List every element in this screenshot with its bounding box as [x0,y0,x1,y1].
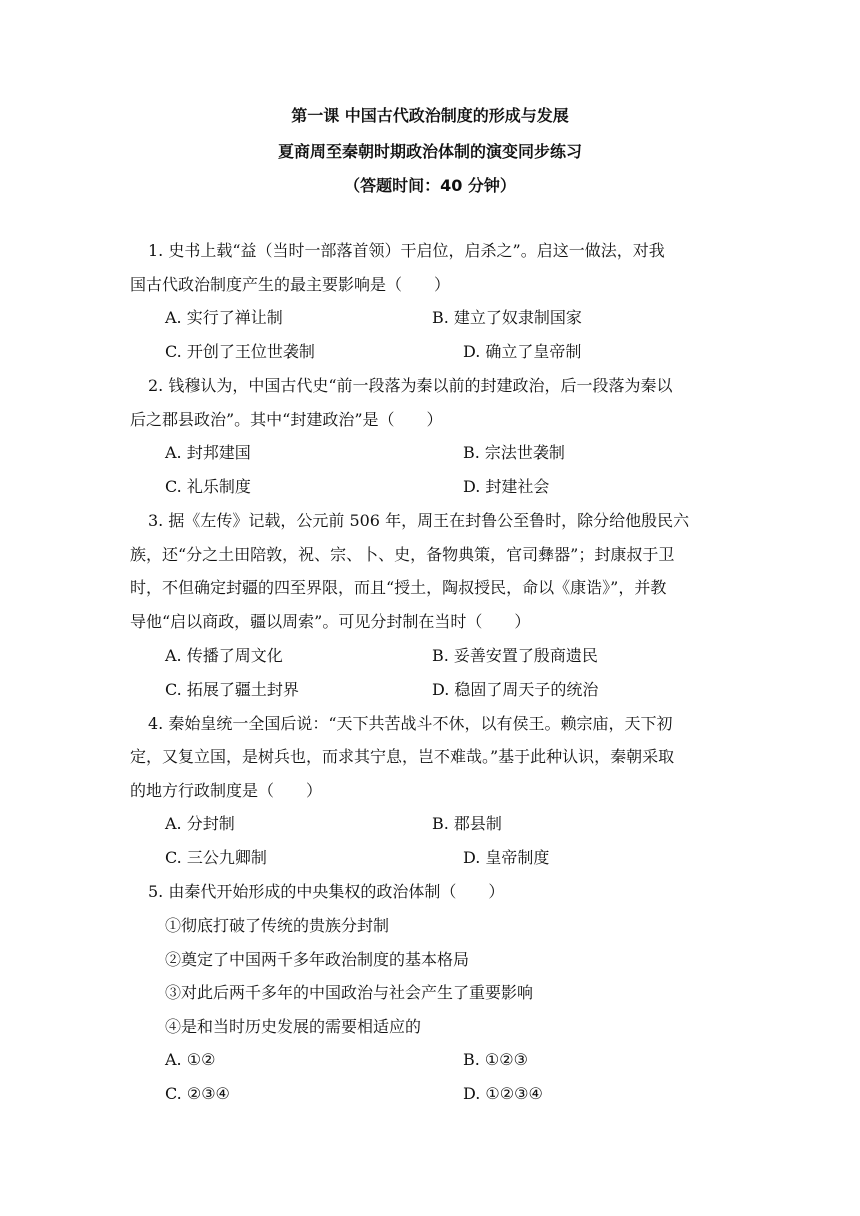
option-a: A. 实行了禅让制 [165,308,283,327]
time-note: （答题时间：40 分钟） [344,176,516,195]
question-text-line: 1. 史书上载“益（当时一部落首领）干启位，启杀之”。启这一做法，对我 [148,241,665,260]
option-a: A. 分封制 [165,814,235,833]
option-d: D. 封建社会 [463,477,550,496]
question-text-line: 5. 由秦代开始形成的中央集权的政治体制（ ） [148,882,505,901]
option-c: C. 礼乐制度 [165,477,251,496]
question-text-line: 定，又复立国，是树兵也，而求其宁息，岂不难哉。”基于此种认识，秦朝采取 [130,747,675,766]
option-b: B. ①②③ [463,1050,528,1069]
exercise-title: 夏商周至秦朝时期政治体制的演变同步练习 [277,142,582,161]
statement-item-1: ①彻底打破了传统的贵族分封制 [165,916,390,935]
question-text-line: 后之郡县政治”。其中“封建政治”是（ ） [130,410,443,429]
option-c: C. 三公九卿制 [165,848,267,867]
lesson-title: 第一课 中国古代政治制度的形成与发展 [291,106,569,125]
statement-item-3: ③对此后两千多年的中国政治与社会产生了重要影响 [165,983,534,1002]
statement-item-2: ②奠定了中国两千多年政治制度的基本格局 [165,950,470,969]
option-d: D. ①②③④ [463,1084,543,1103]
option-b: B. 郡县制 [432,814,502,833]
option-b: B. 宗法世袭制 [463,443,565,462]
question-text-line: 时，不但确定封疆的四至界限，而且“授土，陶叔授民，命以《康诰》”，并教 [130,578,667,597]
option-d: D. 确立了皇帝制 [463,342,582,361]
option-d: D. 稳固了周天子的统治 [432,680,599,699]
option-b: B. 妥善安置了殷商遗民 [432,646,598,665]
option-b: B. 建立了奴隶制国家 [432,308,582,327]
question-text-line: 国古代政治制度产生的最主要影响是（ ） [130,275,451,294]
question-text-line: 导他“启以商政，疆以周索”。可见分封制在当时（ ） [130,612,531,631]
option-a: A. ①② [165,1050,216,1069]
question-text-line: 3. 据《左传》记载，公元前 506 年，周王在封鲁公至鲁时，除分给他殷民六 [148,511,690,530]
question-text-line: 2. 钱穆认为，中国古代史“前一段落为秦以前的封建政治，后一段落为秦以 [148,376,673,395]
option-c: C. ②③④ [165,1084,230,1103]
option-a: A. 封邦建国 [165,443,251,462]
option-c: C. 开创了王位世袭制 [165,342,315,361]
option-a: A. 传播了周文化 [165,646,283,665]
question-text-line: 4. 秦始皇统一全国后说：“天下共苦战斗不休，以有侯王。赖宗庙，天下初 [148,714,673,733]
option-c: C. 拓展了疆土封界 [165,680,299,699]
question-text-line: 族，还“分之土田陪敦，祝、宗、卜、史，备物典策，官司彝器”；封康叔于卫 [130,545,675,564]
question-text-line: 的地方行政制度是（ ） [130,781,323,800]
option-d: D. 皇帝制度 [463,848,550,867]
statement-item-4: ④是和当时历史发展的需要相适应的 [165,1017,422,1036]
